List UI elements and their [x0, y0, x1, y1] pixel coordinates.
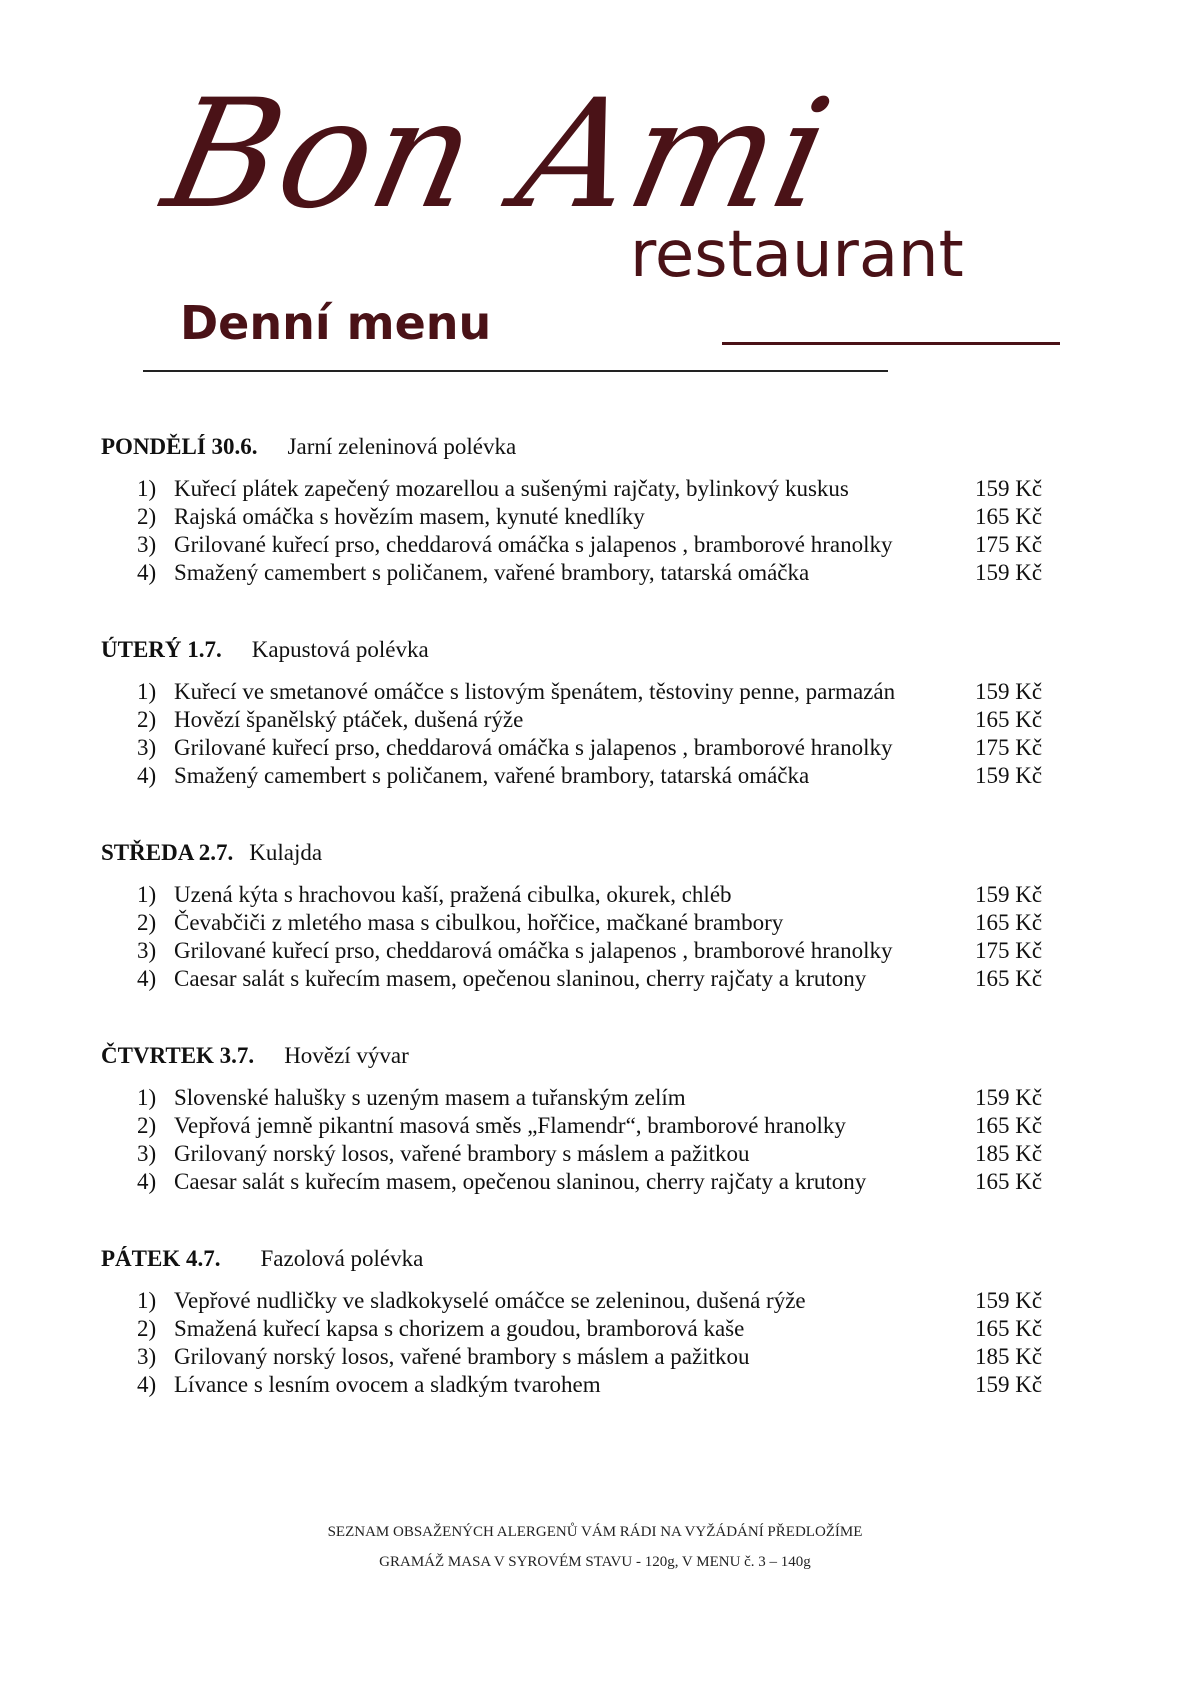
dish-number: 4)	[137, 966, 157, 991]
dish-name: Smažená kuřecí kapsa s chorizem a goudou, bramborová kaše	[174, 1316, 745, 1341]
dish-number: 1)	[137, 882, 157, 907]
day-header	[101, 839, 1081, 867]
soup-of-day: Hovězí vývar	[284, 1043, 409, 1068]
list-item	[101, 1287, 1081, 1315]
dish-list	[101, 1084, 1081, 1196]
list-item	[101, 965, 1081, 993]
list-item	[101, 1084, 1081, 1112]
list-item	[101, 678, 1081, 706]
dish-number: 1)	[137, 1085, 157, 1110]
list-item	[101, 937, 1081, 965]
meat-weight-note: GRAMÁŽ MASA V SYROVÉM STAVU - 120g, V MENU č. 3 – 140g	[379, 1554, 811, 1570]
dish-price: 165 Kč	[975, 1316, 1043, 1341]
dish-price: 165 Kč	[975, 966, 1043, 991]
divider-left	[143, 370, 888, 372]
dish-name: Slovenské halušky s uzeným masem a tuřanským zelím	[174, 1085, 686, 1110]
day-name: PONDĚLÍ 30.6.	[101, 434, 258, 459]
dish-number: 4)	[137, 1169, 157, 1194]
dish-name: Rajská omáčka s hovězím masem, kynuté knedlíky	[174, 504, 645, 529]
dish-price: 159 Kč	[975, 476, 1043, 501]
dish-price: 159 Kč	[975, 882, 1043, 907]
list-item	[101, 1315, 1081, 1343]
day-section-thursday	[101, 1042, 1081, 1196]
dish-price: 159 Kč	[975, 679, 1043, 704]
dish-name: Uzená kýta s hrachovou kaší, pražená cibulka, okurek, chléb	[174, 882, 732, 907]
dish-price: 165 Kč	[975, 1169, 1043, 1194]
list-item	[101, 909, 1081, 937]
day-section-friday	[101, 1245, 1081, 1399]
dish-price: 175 Kč	[975, 735, 1043, 760]
dish-price: 159 Kč	[975, 1288, 1043, 1313]
restaurant-logo	[151, 40, 1060, 300]
list-item	[101, 734, 1081, 762]
list-item	[101, 531, 1081, 559]
dish-name: Vepřové nudličky ve sladkokyselé omáčce se zeleninou, dušená rýže	[174, 1288, 806, 1313]
soup-of-day: Fazolová polévka	[260, 1246, 424, 1271]
list-item	[101, 503, 1081, 531]
dish-name: Grilovaný norský losos, vařené brambory s máslem a pažitkou	[174, 1344, 750, 1369]
day-name: PÁTEK 4.7.	[101, 1246, 221, 1271]
day-section-wednesday	[101, 839, 1081, 993]
logo-script-text: Bon Ami	[151, 68, 846, 242]
dish-number: 2)	[137, 504, 157, 529]
day-name: STŘEDA 2.7.	[101, 840, 234, 865]
dish-price: 185 Kč	[975, 1141, 1043, 1166]
list-item	[101, 706, 1081, 734]
list-item	[101, 1140, 1081, 1168]
dish-list	[101, 475, 1081, 587]
dish-name: Čevabčiči z mletého masa s cibulkou, hořčice, mačkané brambory	[174, 910, 784, 935]
list-item	[101, 1168, 1081, 1196]
day-name: ÚTERÝ 1.7.	[101, 637, 222, 662]
allergens-note: SEZNAM OBSAŽENÝCH ALERGENŮ VÁM RÁDI NA VYŽÁDÁNÍ PŘEDLOŽÍME	[327, 1524, 863, 1540]
dish-price: 159 Kč	[975, 1372, 1043, 1397]
dish-name: Vepřová jemně pikantní masová směs „Flamendr“, bramborové hranolky	[174, 1113, 846, 1138]
dish-list	[101, 1287, 1081, 1399]
dish-number: 3)	[137, 938, 157, 963]
dish-name: Kuřecí plátek zapečený mozarellou a sušenými rajčaty, bylinkový kuskus	[174, 476, 849, 501]
dish-list	[101, 881, 1081, 993]
dish-name: Grilované kuřecí prso, cheddarová omáčka s jalapenos , bramborové hranolky	[174, 735, 893, 760]
dish-number: 3)	[137, 1141, 157, 1166]
list-item	[101, 1371, 1081, 1399]
dish-number: 1)	[137, 476, 157, 501]
dish-name: Caesar salát s kuřecím masem, opečenou slaninou, cherry rajčaty a krutony	[174, 966, 867, 991]
day-name: ČTVRTEK 3.7.	[101, 1043, 255, 1068]
list-item	[101, 559, 1081, 587]
soup-of-day: Kulajda	[249, 840, 323, 865]
list-item	[101, 881, 1081, 909]
dish-number: 3)	[137, 532, 157, 557]
dish-number: 4)	[137, 763, 157, 788]
dish-price: 165 Kč	[975, 910, 1043, 935]
day-header	[101, 433, 1081, 461]
dish-number: 3)	[137, 735, 157, 760]
day-header	[101, 636, 1081, 664]
dish-name: Hovězí španělský ptáček, dušená rýže	[174, 707, 524, 732]
dish-name: Smažený camembert s poličanem, vařené brambory, tatarská omáčka	[174, 560, 810, 585]
day-header	[101, 1042, 1081, 1070]
list-item	[101, 1343, 1081, 1371]
dish-price: 175 Kč	[975, 938, 1043, 963]
dish-name: Lívance s lesním ovocem a sladkým tvarohem	[174, 1372, 601, 1397]
dish-price: 165 Kč	[975, 504, 1043, 529]
page-title: Denní menu	[180, 296, 492, 350]
day-section-tuesday	[101, 636, 1081, 790]
dish-name: Grilované kuřecí prso, cheddarová omáčka s jalapenos , bramborové hranolky	[174, 938, 893, 963]
dish-number: 2)	[137, 707, 157, 732]
list-item	[101, 762, 1081, 790]
dish-number: 3)	[137, 1344, 157, 1369]
dish-number: 1)	[137, 1288, 157, 1313]
dish-number: 2)	[137, 910, 157, 935]
dish-price: 159 Kč	[975, 1085, 1043, 1110]
divider-right	[722, 342, 1060, 345]
dish-price: 165 Kč	[975, 1113, 1043, 1138]
dish-number: 1)	[137, 679, 157, 704]
dish-name: Smažený camembert s poličanem, vařené brambory, tatarská omáčka	[174, 763, 810, 788]
dish-number: 2)	[137, 1316, 157, 1341]
dish-list	[101, 678, 1081, 790]
logo-subtitle: restaurant	[630, 218, 964, 292]
list-item	[101, 475, 1081, 503]
dish-name: Grilovaný norský losos, vařené brambory s máslem a pažitkou	[174, 1141, 750, 1166]
dish-name: Grilované kuřecí prso, cheddarová omáčka s jalapenos , bramborové hranolky	[174, 532, 893, 557]
dish-number: 2)	[137, 1113, 157, 1138]
dish-price: 159 Kč	[975, 763, 1043, 788]
soup-of-day: Kapustová polévka	[251, 637, 429, 662]
dish-price: 185 Kč	[975, 1344, 1043, 1369]
list-item	[101, 1112, 1081, 1140]
day-header	[101, 1245, 1081, 1273]
dish-name: Kuřecí ve smetanové omáčce s listovým špenátem, těstoviny penne, parmazán	[174, 679, 896, 704]
day-section-monday	[101, 433, 1081, 587]
dish-price: 159 Kč	[975, 560, 1043, 585]
dish-price: 165 Kč	[975, 707, 1043, 732]
soup-of-day: Jarní zeleninová polévka	[287, 434, 517, 459]
dish-number: 4)	[137, 1372, 157, 1397]
dish-name: Caesar salát s kuřecím masem, opečenou slaninou, cherry rajčaty a krutony	[174, 1169, 867, 1194]
dish-number: 4)	[137, 560, 157, 585]
dish-price: 175 Kč	[975, 532, 1043, 557]
